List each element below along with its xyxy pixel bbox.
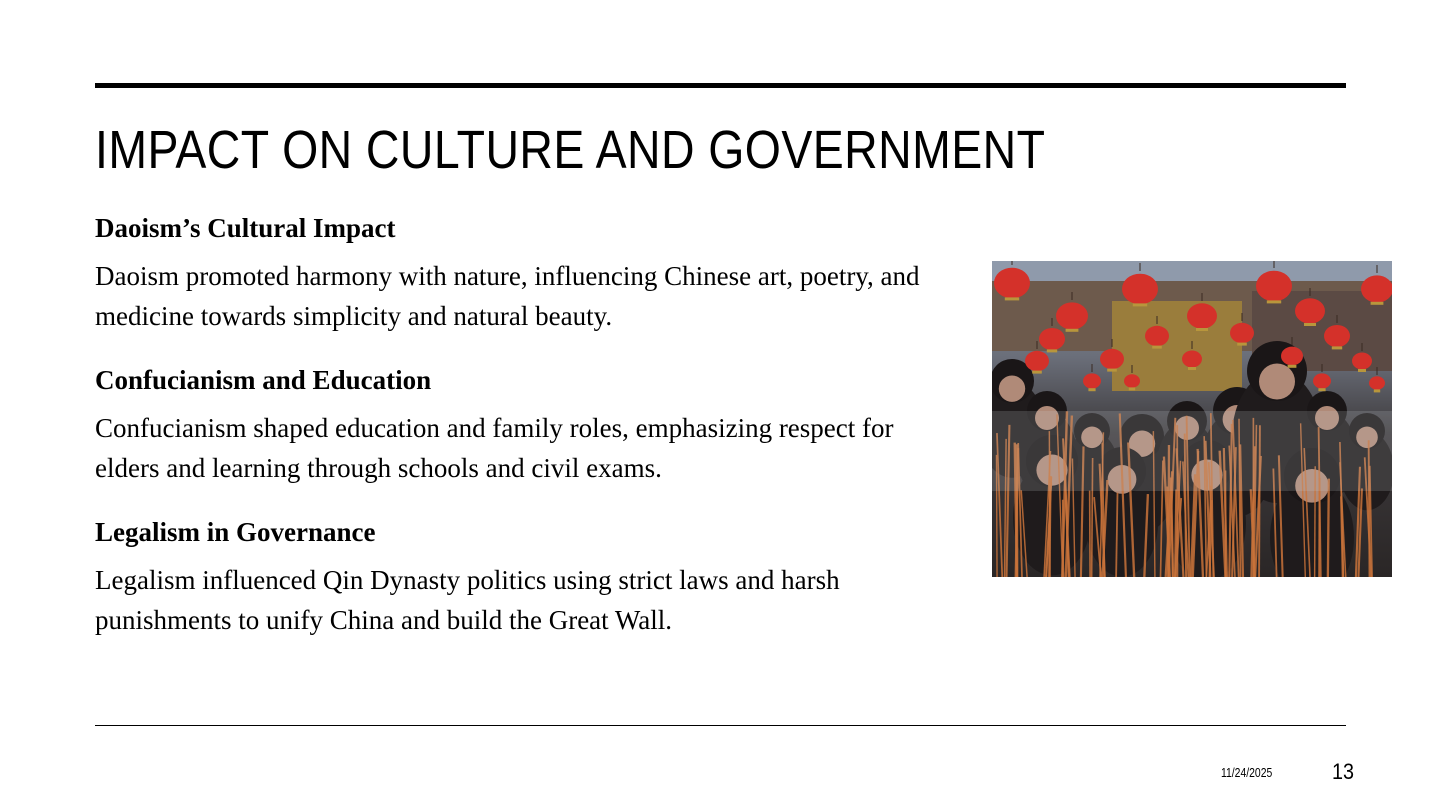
- content-area: [95, 208, 955, 664]
- lantern: [1313, 373, 1331, 388]
- lantern-tassel: [1032, 371, 1042, 374]
- temple-lanterns-incense-photo: [992, 261, 1392, 577]
- incense-stick: [1328, 479, 1329, 577]
- lantern: [1124, 374, 1140, 388]
- lantern: [1083, 373, 1101, 388]
- lantern: [1039, 328, 1065, 350]
- section-legalism: [95, 512, 955, 640]
- lantern: [994, 268, 1030, 299]
- person-face: [1259, 364, 1295, 400]
- lantern-tassel: [1237, 343, 1247, 346]
- lantern: [1187, 303, 1217, 329]
- lantern-tassel: [1318, 388, 1325, 391]
- lantern-tassel: [1288, 365, 1297, 368]
- section-heading: Daoism’s Cultural Impact: [95, 213, 396, 243]
- lantern: [1056, 302, 1088, 329]
- page-number: 13: [1332, 759, 1355, 784]
- lantern-tassel: [1107, 369, 1117, 372]
- lantern: [1352, 353, 1372, 370]
- incense-stick: [1049, 476, 1050, 577]
- incense-stick: [1172, 489, 1173, 577]
- lantern-tassel: [1066, 329, 1079, 332]
- lantern: [1324, 325, 1350, 347]
- lantern: [1369, 376, 1385, 390]
- lantern-tassel: [1188, 367, 1196, 370]
- slide-title: IMPACT ON CULTURE AND GOVERNMENT: [95, 120, 1046, 180]
- section-heading: Confucianism and Education: [95, 365, 432, 395]
- lantern-tassel: [1196, 328, 1208, 331]
- section-body: Confucianism shaped education and family roles, emphasizing respect for elders and learning through schools and civil exams.: [95, 413, 894, 483]
- section-heading: Legalism in Governance: [95, 517, 376, 547]
- smoke-haze: [992, 411, 1392, 491]
- lantern-tassel: [1152, 346, 1162, 349]
- lantern-tassel: [1129, 387, 1135, 390]
- section-body: Legalism influenced Qin Dynasty politics using strict laws and harsh punishments to unify China and build the Great Wall.: [95, 565, 840, 635]
- lantern-tassel: [1374, 389, 1380, 392]
- top-divider: [95, 83, 1346, 88]
- lantern-tassel: [1358, 369, 1366, 372]
- bottom-divider: [95, 725, 1346, 726]
- lantern: [1100, 349, 1124, 369]
- lantern: [1230, 323, 1254, 343]
- lantern-tassel: [1267, 300, 1281, 303]
- lantern-tassel: [1005, 297, 1019, 300]
- lantern-tassel: [1371, 302, 1384, 305]
- lantern: [1145, 326, 1169, 346]
- lantern-tassel: [1332, 346, 1342, 349]
- lantern: [1361, 275, 1392, 302]
- lantern: [1122, 274, 1158, 305]
- lantern-tassel: [1088, 388, 1095, 391]
- lantern: [1025, 351, 1049, 371]
- section-daoism: [95, 208, 955, 336]
- lantern: [1182, 351, 1202, 368]
- lantern-tassel: [1304, 323, 1316, 326]
- person-face: [999, 376, 1025, 402]
- photo-illustration: [992, 261, 1392, 577]
- lantern: [1281, 347, 1303, 366]
- lantern: [1256, 271, 1292, 302]
- lantern-tassel: [1047, 349, 1057, 352]
- section-body: Daoism promoted harmony with nature, influencing Chinese art, poetry, and medicine towards simplicity and natural beauty.: [95, 261, 920, 331]
- section-confucianism: [95, 360, 955, 488]
- lantern-tassel: [1133, 303, 1147, 306]
- lantern: [1295, 298, 1325, 324]
- footer-date: 11/24/2025: [1221, 765, 1273, 780]
